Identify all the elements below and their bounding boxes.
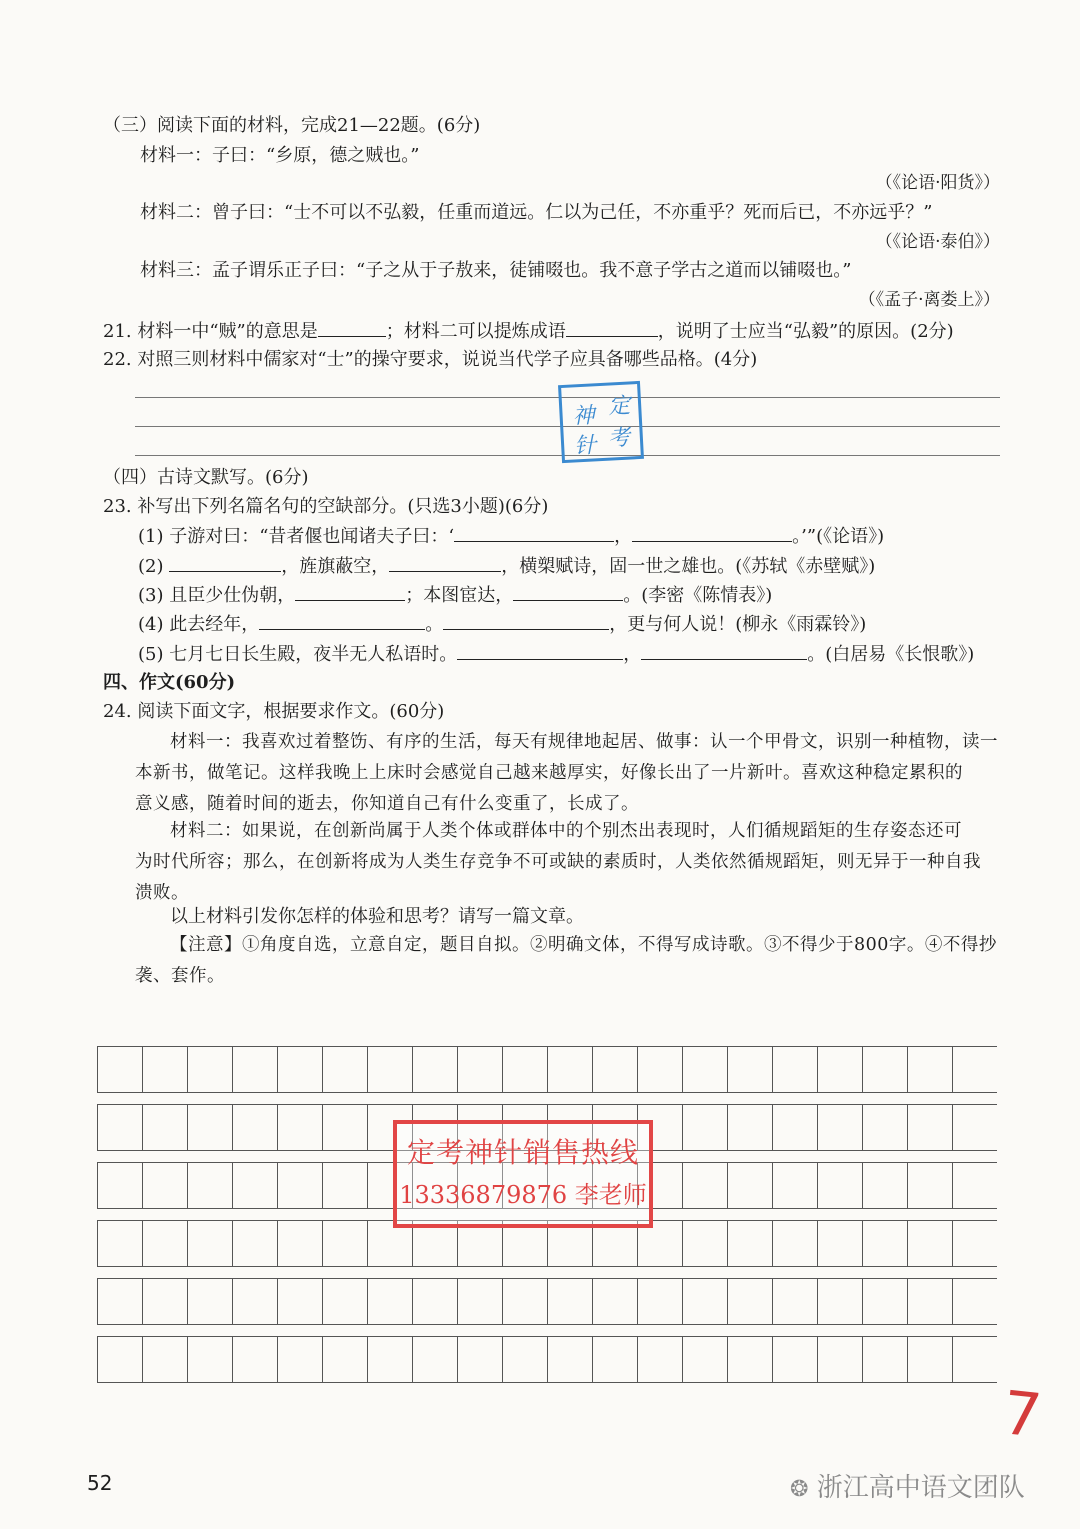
grid-cell[interactable] [773,1105,818,1151]
grid-cell[interactable] [638,1047,683,1093]
handwritten-mark: 7 [999,1378,1045,1452]
grid-cell[interactable] [908,1337,953,1383]
grid-cell[interactable] [548,1337,593,1383]
grid-cell[interactable] [368,1279,413,1325]
grid-cell[interactable] [953,1279,998,1325]
grid-cell[interactable] [953,1163,998,1209]
material1-text: 材料一：子曰：“乡原，德之贼也。” [140,145,420,166]
question-23: 23. 补写出下列名篇名句的空缺部分。(只选3小题)(6分) [103,496,549,517]
section3-heading: （三）阅读下面的材料，完成21—22题。(6分) [103,115,481,136]
section4-heading: （四）古诗文默写。(6分) [103,467,309,488]
grid-cell[interactable] [683,1047,728,1093]
grid-cell[interactable] [683,1279,728,1325]
item-5: (5) 七月七日长生殿，夜半无人私语时。 ， 。(白居易《长恨歌》) [138,641,974,668]
grid-cell[interactable] [908,1163,953,1209]
grid-cell[interactable] [143,1221,188,1267]
wechat-icon: ❂ [790,1477,809,1502]
grid-cell[interactable] [323,1163,368,1209]
q21-part-b: ；材料二可以提炼成语 [385,321,566,342]
material2-source: （《论语·泰伯》） [875,232,1000,252]
grid-cell[interactable] [728,1279,773,1325]
grid-cell[interactable] [638,1337,683,1383]
grid-cell[interactable] [323,1337,368,1383]
grid-cell[interactable] [98,1163,143,1209]
grid-cell[interactable] [458,1337,503,1383]
grid-cell[interactable] [143,1047,188,1093]
grid-cell[interactable] [728,1163,773,1209]
grid-cell[interactable] [863,1337,908,1383]
grid-cell[interactable] [953,1105,998,1151]
grid-cell[interactable] [863,1279,908,1325]
item3-blank-2[interactable] [513,582,623,601]
grid-cell[interactable] [368,1047,413,1093]
grid-cell[interactable] [188,1279,233,1325]
item1-blank-2[interactable] [632,523,792,542]
grid-cell[interactable] [458,1047,503,1093]
grid-cell[interactable] [818,1337,863,1383]
grid-cell[interactable] [503,1047,548,1093]
grid-cell[interactable] [593,1337,638,1383]
item-3: (3) 且臣少仕伪朝， ；本图宦达， 。(李密《陈情表》) [138,582,772,609]
grid-cell[interactable] [548,1279,593,1325]
grid-cell[interactable] [323,1105,368,1151]
grid-cell[interactable] [98,1279,143,1325]
grid-cell[interactable] [98,1105,143,1151]
grid-cell[interactable] [278,1047,323,1093]
item-4: (4) 此去经年， 。 ，更与何人说！(柳永《雨霖铃》) [138,611,866,638]
item1-blank-1[interactable] [454,523,614,542]
grid-cell[interactable] [773,1279,818,1325]
grid-cell[interactable] [278,1105,323,1151]
grid-cell[interactable] [458,1279,503,1325]
item5-blank-2[interactable] [641,641,807,660]
grid-cell[interactable] [188,1221,233,1267]
grid-cell[interactable] [908,1221,953,1267]
grid-cell[interactable] [728,1105,773,1151]
grid-cell[interactable] [233,1279,278,1325]
grid-cell[interactable] [818,1163,863,1209]
grid-cell[interactable] [953,1047,998,1093]
grid-cell[interactable] [143,1163,188,1209]
grid-cell[interactable] [773,1337,818,1383]
q21-part-a: 21. 材料一中“贼”的意思是 [103,321,318,342]
writing-material-1: 材料一：我喜欢过着整饬、有序的生活，每天有规律地起居、做事：认一个甲骨文，识别一种植物，读一 本新书，做笔记。这样我晚上上床时会感觉自己越来越厚实，好像长出了一片新叶。喜欢这种稳定累积的 意义感，随着时间的逝去，你知道自己有什么变重了，长成了。 [135,732,998,814]
grid-cell[interactable] [188,1163,233,1209]
item-1: (1) 子游对曰：“昔者偃也闻诸夫子曰：‘ ， 。’”(《论语》) [138,523,884,550]
grid-cell[interactable] [863,1163,908,1209]
grid-cell[interactable] [503,1279,548,1325]
grid-cell[interactable] [233,1221,278,1267]
material3-text: 材料三：孟子谓乐正子曰：“子之从于子敖来，徒铺啜也。我不意子学古之道而以铺啜也。” [140,260,852,281]
grid-cell[interactable] [728,1221,773,1267]
grid-cell[interactable] [188,1337,233,1383]
grid-cell[interactable] [413,1047,458,1093]
writing-prompt: 以上材料引发你怎样的体验和思考？请写一篇文章。 [170,906,584,927]
grid-cell[interactable] [908,1047,953,1093]
grid-cell[interactable] [593,1279,638,1325]
grid-cell[interactable] [593,1047,638,1093]
grid-cell[interactable] [98,1337,143,1383]
grid-cell[interactable] [233,1105,278,1151]
grid-cell[interactable] [188,1047,233,1093]
grid-cell[interactable] [638,1279,683,1325]
grid-cell[interactable] [278,1221,323,1267]
page-number: 52 [87,1471,113,1495]
blue-seal-stamp: 定 考 神 针 [558,381,644,463]
grid-cell[interactable] [98,1047,143,1093]
grid-cell[interactable] [773,1221,818,1267]
grid-cell[interactable] [368,1337,413,1383]
grid-cell[interactable] [863,1105,908,1151]
grid-cell[interactable] [773,1163,818,1209]
q21-blank-1[interactable] [318,318,386,337]
grid-cell[interactable] [773,1047,818,1093]
item2-blank-1[interactable] [169,553,281,572]
item5-blank-1[interactable] [457,641,623,660]
question-24: 24. 阅读下面文字，根据要求作文。(60分) [103,701,445,722]
grid-cell[interactable] [953,1221,998,1267]
grid-cell[interactable] [278,1163,323,1209]
grid-cell[interactable] [818,1047,863,1093]
grid-cell[interactable] [908,1105,953,1151]
grid-cell[interactable] [323,1221,368,1267]
item4-blank-1[interactable] [259,611,425,630]
question-22: 22. 对照三则材料中儒家对“士”的操守要求，说说当代学子应具备哪些品格。(4分) [103,349,758,370]
grid-cell[interactable] [233,1337,278,1383]
grid-cell[interactable] [818,1221,863,1267]
grid-cell[interactable] [143,1337,188,1383]
grid-cell[interactable] [548,1047,593,1093]
grid-cell[interactable] [953,1337,998,1383]
question-21 [103,318,954,345]
grid-cell[interactable] [683,1163,728,1209]
grid-cell[interactable] [908,1279,953,1325]
grid-cell[interactable] [683,1337,728,1383]
grid-cell[interactable] [278,1279,323,1325]
writing-heading: 四、作文(60分) [103,672,236,693]
grid-cell[interactable] [233,1163,278,1209]
grid-cell[interactable] [728,1047,773,1093]
red-seal-stamp: 定考神针销售热线 13336879876 李老师 [393,1120,653,1228]
grid-cell[interactable] [728,1337,773,1383]
grid-cell[interactable] [278,1337,323,1383]
item-2: (2) ，旌旗蔽空， ，横槊赋诗，固一世之雄也。(《苏轼《赤壁赋》) [138,553,875,580]
material3-source: （《孟子·离娄上》） [858,290,1000,310]
grid-cell[interactable] [143,1105,188,1151]
grid-cell[interactable] [413,1279,458,1325]
writing-notice: 【注意】①角度自选，立意自定，题目自拟。②明确文体，不得写成诗歌。③不得少于800字。④不得抄 袭、套作。 [135,935,997,986]
grid-cell[interactable] [818,1105,863,1151]
item3-blank-1[interactable] [295,582,405,601]
grid-cell[interactable] [233,1047,278,1093]
wechat-watermark: ❂ 浙江高中语文团队 [790,1473,1025,1503]
material2-text: 材料二：曾子曰：“士不可以不弘毅，任重而道远。仁以为己任，不亦重乎？死而后已，不亦远乎？” [140,202,933,223]
q21-part-c: ，说明了士应当“弘毅”的原因。(2分) [657,321,954,342]
item2-blank-2[interactable] [389,553,501,572]
grid-cell[interactable] [683,1105,728,1151]
material1-source: （《论语·阳货》） [875,173,1000,193]
writing-material-2: 材料二：如果说，在创新尚属于人类个体或群体中的个别杰出表现时，人们循规蹈矩的生存姿态还可 为时代所容；那么，在创新将成为人类生存竞争不可或缺的素质时，人类依然循规蹈矩，则无异于一种自我 溃败。 [135,821,981,903]
grid-cell[interactable] [323,1279,368,1325]
grid-cell[interactable] [683,1221,728,1267]
grid-cell[interactable] [863,1221,908,1267]
grid-cell[interactable] [863,1047,908,1093]
grid-cell[interactable] [323,1047,368,1093]
grid-cell[interactable] [818,1279,863,1325]
item4-blank-2[interactable] [443,611,609,630]
grid-cell[interactable] [188,1105,233,1151]
grid-cell[interactable] [98,1221,143,1267]
grid-cell[interactable] [143,1279,188,1325]
grid-cell[interactable] [503,1337,548,1383]
q21-blank-2[interactable] [566,318,658,337]
grid-cell[interactable] [413,1337,458,1383]
